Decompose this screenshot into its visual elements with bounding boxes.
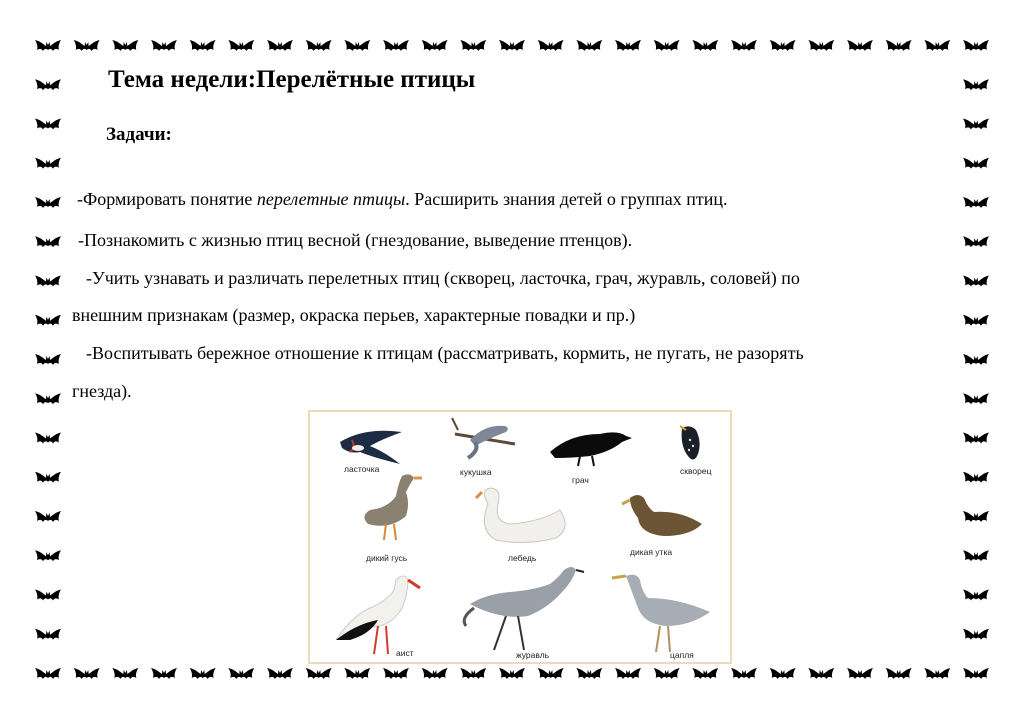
tasks-heading: Задачи: [106, 124, 172, 145]
task-1: -Формировать понятие перелетные птицы. Расширить знания детей о группах птиц. [77, 189, 728, 209]
bat-icon [74, 668, 100, 679]
bat-icon [151, 40, 177, 51]
bat-icon [35, 629, 61, 640]
bat-icon [460, 668, 486, 679]
bat-icon [499, 668, 525, 679]
bat-icon [963, 276, 989, 287]
swallow-illustration [340, 431, 402, 464]
bat-icon [538, 668, 564, 679]
bat-icon [228, 668, 254, 679]
task-3-line-1: -Учить узнавать и различать перелетных птиц (скворец, ласточка, грач, журавль, соловей) по [86, 268, 800, 288]
crane-illustration [464, 567, 584, 650]
bat-icon [924, 668, 950, 679]
rook-illustration [550, 432, 632, 466]
bat-icon [35, 472, 61, 483]
term-migratory-birds: перелетные птицы [256, 189, 406, 209]
bat-icon [731, 40, 757, 51]
bat-icon [306, 668, 332, 679]
bat-icon [654, 668, 680, 679]
bat-icon [228, 40, 254, 51]
label-starling: скворец [680, 466, 712, 476]
bat-icon [963, 197, 989, 208]
bat-icon [344, 40, 370, 51]
bat-icon [963, 629, 989, 640]
bat-icon [576, 40, 602, 51]
bat-icon [35, 354, 61, 365]
bat-icon [576, 668, 602, 679]
bat-icon [538, 40, 564, 51]
bat-icon [35, 119, 61, 130]
bat-icon [35, 393, 61, 404]
bat-icon [963, 158, 989, 169]
bat-icon [847, 668, 873, 679]
bat-icon [770, 668, 796, 679]
bat-icon [963, 40, 989, 51]
bat-icon [35, 590, 61, 601]
birds-picture [308, 410, 732, 664]
bat-icon [460, 40, 486, 51]
label-heron: цапля [670, 650, 694, 660]
bat-icon [886, 668, 912, 679]
task-4-line-1: -Воспитывать бережное отношение к птицам (рассматривать, кормить, не пугать, не разорять [86, 343, 804, 363]
task-2: -Познакомить с жизнью птиц весной (гнездование, выведение птенцов). [78, 230, 633, 250]
bat-icon [963, 511, 989, 522]
bat-icon [190, 668, 216, 679]
bat-icon [963, 315, 989, 326]
bat-icon [499, 40, 525, 51]
bat-icon [267, 668, 293, 679]
bat-icon [190, 40, 216, 51]
duck-illustration [622, 495, 702, 536]
bat-icon [963, 668, 989, 679]
bat-icon [963, 354, 989, 365]
bat-icon [35, 511, 61, 522]
bat-icon [112, 40, 138, 51]
bat-icon [35, 40, 61, 51]
bat-icon [924, 40, 950, 51]
bat-icon [886, 40, 912, 51]
bat-icon [35, 236, 61, 247]
bat-icon [963, 590, 989, 601]
bat-icon [422, 668, 448, 679]
bat-icon [35, 276, 61, 287]
label-goose: дикий гусь [366, 553, 408, 563]
bat-icon [731, 668, 757, 679]
bat-icon [963, 472, 989, 483]
bat-icon [963, 119, 989, 130]
swan-illustration [476, 488, 565, 543]
bat-icon [692, 668, 718, 679]
bat-icon [35, 79, 61, 90]
task-4-line-2: гнезда). [72, 381, 132, 401]
label-swallow: ласточка [344, 464, 380, 474]
bat-icon [963, 79, 989, 90]
bat-icon [770, 40, 796, 51]
bat-icon [654, 40, 680, 51]
bat-icon [692, 40, 718, 51]
label-crane: журавль [516, 650, 550, 660]
bat-icon [112, 668, 138, 679]
starling-illustration [680, 426, 700, 460]
bat-icon [35, 668, 61, 679]
bat-icon [267, 40, 293, 51]
bat-icon [35, 315, 61, 326]
label-cuckoo: кукушка [460, 467, 492, 477]
bat-icon [847, 40, 873, 51]
bat-icon [35, 550, 61, 561]
bat-icon [615, 40, 641, 51]
bat-icon [344, 668, 370, 679]
bat-icon [808, 668, 834, 679]
page-title: Тема недели:Перелётные птицы [108, 66, 476, 93]
label-rook: грач [572, 475, 589, 485]
bat-icon [35, 197, 61, 208]
goose-illustration [364, 474, 422, 540]
bat-icon [963, 433, 989, 444]
task-3-line-2: внешним признакам (размер, окраска перьев, характерные повадки и пр.) [72, 305, 636, 325]
bat-icon [963, 236, 989, 247]
stork-illustration [336, 576, 420, 654]
label-duck: дикая утка [630, 547, 673, 557]
bat-icon [963, 550, 989, 561]
label-swan: лебедь [508, 553, 537, 563]
bat-icon [151, 668, 177, 679]
bat-icon [808, 40, 834, 51]
bat-icon [306, 40, 332, 51]
bat-icon [74, 40, 100, 51]
bat-icon [963, 393, 989, 404]
bat-icon [615, 668, 641, 679]
bat-icon [383, 40, 409, 51]
heron-illustration [612, 575, 710, 652]
bat-icon [422, 40, 448, 51]
cuckoo-illustration [452, 418, 515, 458]
bat-icon [383, 668, 409, 679]
label-stork: аист [396, 648, 414, 658]
bat-icon [35, 433, 61, 444]
bat-icon [35, 158, 61, 169]
